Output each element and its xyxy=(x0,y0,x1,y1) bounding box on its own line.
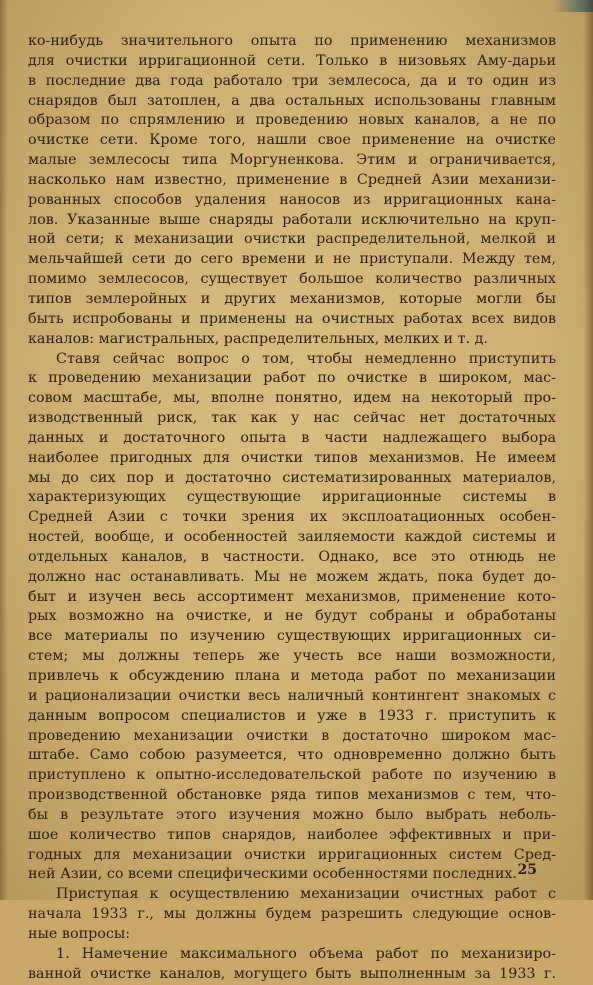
text-line: Приступая к осуществлению механизации очистных работ с xyxy=(56,886,556,903)
text-line: снарядов был затоплен, а два остальных использованы главным xyxy=(28,92,556,109)
text-line: все материалы по изучению существующих ирригационных си- xyxy=(28,628,556,645)
text-line: начала 1933 г., мы должны будем разрешить следующие основ- xyxy=(28,906,556,923)
text-line: Средней Азии с точки зрения их эксплоатационных особен- xyxy=(28,509,556,526)
text-line: ные вопросы: xyxy=(28,925,131,942)
text-line: ко-нибудь значительного опыта по применению механизмов xyxy=(28,33,556,49)
text-line: очистке сети. Кроме того, нашли свое применение на очистке xyxy=(28,132,556,149)
text-line: наиболее пригодных для очистки типов механизмов. Не имеем xyxy=(28,449,556,466)
page-number: 25 xyxy=(517,862,537,878)
text-line: ной сети; к механизации очистки распределительной, мелкой и xyxy=(28,231,556,248)
text-line: типов землеройных и других механизмов, которые могли бы xyxy=(28,290,556,307)
text-line: малые землесосы типа Моргуненкова. Этим и ограничивается, xyxy=(28,152,556,169)
text-line: к проведению механизации работ по очистке в широком, мас- xyxy=(28,370,556,387)
text-line: ванной очистке каналов, могущего быть выполненным за 1933 г. xyxy=(28,965,556,982)
text-line: мельчайшей сети до сего времени и не приступали. Между тем, xyxy=(28,251,556,268)
text-line: 1. Намечение максимального объема работ по механизиро- xyxy=(56,945,556,962)
text-line: быт и изучен весь ассортимент механизмов, применение кото- xyxy=(28,588,556,605)
text-line: производственной обстановке ряда типов механизмов с тем, что- xyxy=(28,787,556,804)
body-text xyxy=(28,32,556,985)
text-line: каналов: магистральных, распределительных, мелких и т. д. xyxy=(28,330,488,347)
text-line: рованных способов удаления наносов из ирригационных кана- xyxy=(28,191,556,208)
text-line: и рационализации очистки весь наличный контингент знакомых с xyxy=(28,687,556,704)
text-line: приступлено к опытно-исследовательской работе по изучению в xyxy=(28,767,556,784)
text-line: данных и достаточного опыта в части надлежащего выбора xyxy=(28,429,556,446)
text-line: рых возможно на очистке, и не будут собраны и обработаны xyxy=(28,608,556,625)
text-line: лов. Указанные выше снаряды работали исключительно на круп- xyxy=(28,211,556,228)
text-line: бы в результате этого изучения можно было выбрать неболь- xyxy=(28,806,556,823)
text-line: в последние два года работало три землесоса, да и то один из xyxy=(28,72,556,89)
text-line: помимо землесосов, существует большое количество различных xyxy=(28,271,556,288)
page-edge-left xyxy=(0,0,8,900)
page-edge-right xyxy=(583,0,593,900)
text-line: быть испробованы и применены на очистных работах всех видов xyxy=(28,310,556,327)
text-line: изводственный риск, так как у нас сейчас нет достаточных xyxy=(28,410,556,427)
text-line: образом по спрямлению и проведению новых каналов, а не по xyxy=(28,112,556,129)
text-line: насколько нам известно, применение в Средней Азии механизи- xyxy=(28,171,556,188)
text-line: шое количество типов снарядов, наиболее эффективных и при- xyxy=(28,826,556,843)
text-line: годных для механизации очистки ирригационных систем Сред- xyxy=(28,846,556,863)
text-line: ностей, вообще, и особенностей заиляемости каждой системы и xyxy=(28,529,556,546)
text-line: для очистки ирригационной сети. Только в низовьях Аму-дарьи xyxy=(28,52,556,69)
text-line: данным вопросом специалистов и уже в 1933 г. приступить к xyxy=(28,707,556,724)
text-line: штабе. Само собою разумеется, что одновременно должно быть xyxy=(28,747,556,764)
text-line: ней Азии, со всеми специфическими особенностями последних. xyxy=(28,866,517,883)
text-line: проведению механизации очистки в достаточно широком мас- xyxy=(28,727,556,744)
text-line: Ставя сейчас вопрос о том, чтобы немедленно приступить xyxy=(56,350,556,367)
text-line: отдельных каналов, в частности. Однако, все это отнюдь не xyxy=(28,548,556,565)
text-line: привлечь к обсуждению плана и метода работ по механизации xyxy=(28,668,556,684)
text-line: стем; мы должны теперь же учесть все наши возможности, xyxy=(28,648,556,665)
text-line: мы до сих пор и достаточно систематизированных материалов, xyxy=(28,469,556,486)
text-line: характеризующих существующие ирригационные системы в xyxy=(28,489,556,506)
text-line: должно нас останавливать. Мы не можем ждать, пока будет до- xyxy=(28,568,556,585)
text-line: совом масштабе, мы, вполне понятно, идем на некоторый про- xyxy=(28,390,556,407)
